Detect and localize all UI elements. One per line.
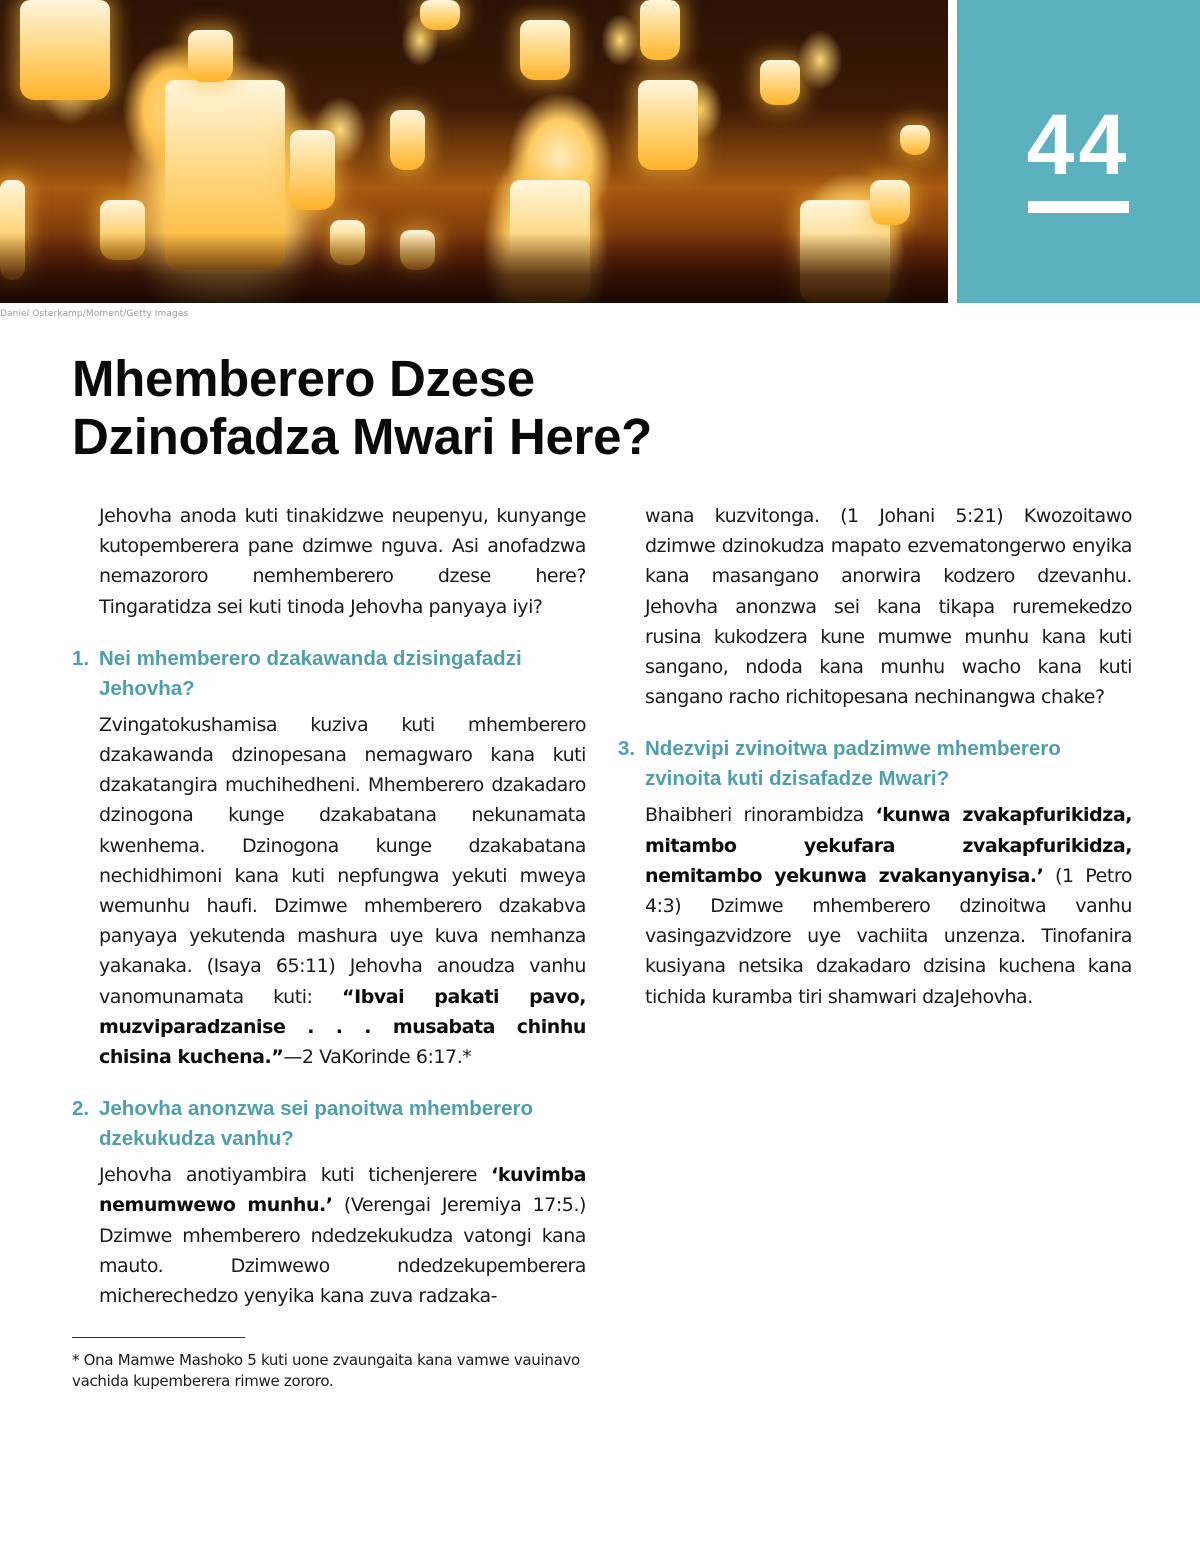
- lantern-shape: [760, 60, 800, 105]
- scripture-reference: —2 VaKorinde 6:17.*: [283, 1046, 472, 1069]
- question-number: 1.: [72, 646, 90, 670]
- footnote: * Ona Mamwe Mashoko 5 kuti uone zvaungaita kana vamwe vauinavo vachida kupemberera rimwe zororo.: [72, 1351, 580, 1390]
- question-number: 3.: [618, 737, 636, 761]
- right-column: [618, 501, 1132, 1012]
- scripture-reference: (1 Petro 4:3) Dzimwe mhemberero dzinoitwa vanhu vasingazvidzore uye vachiita unzenza. Tinofanira kusiyana netsika dzakadaro dzisina kuchena kana tichida kuramba tiri shamwari dzaJehovha.: [645, 864, 1132, 1008]
- scripture-quote: ‘kunwa zvakapfurikidza, mitambo yekufara zvakapfurikidza, nemitambo yekunwa zvakanyanyisa.’: [645, 804, 1132, 887]
- crowd-silhouette: [0, 233, 948, 303]
- footnote-divider: [72, 1337, 245, 1338]
- lantern-shape: [638, 80, 698, 170]
- lantern-shape: [390, 110, 425, 170]
- question-2: [72, 1094, 586, 1154]
- lantern-shape: [290, 130, 335, 210]
- photo-credit: Daniel Osterkamp/Moment/Getty Images: [0, 309, 189, 319]
- question-text: Ndezvipi zvinoitwa padzimwe mhemberero zvinoita kuti dzisafadze Mwari?: [645, 737, 1061, 791]
- lantern-shape: [420, 0, 460, 30]
- lantern-shape: [520, 20, 570, 80]
- question-1: [72, 644, 586, 704]
- lantern-shape: [20, 0, 110, 100]
- title-line-1: Mhemberero Dzese: [72, 350, 535, 407]
- question-text: Nei mhemberero dzakawanda dzisingafadzi Jehovha?: [99, 646, 522, 700]
- question-text: Jehovha anonzwa sei panoitwa mhemberero dzekukudza vanhu?: [99, 1097, 534, 1151]
- question-number: 2.: [72, 1097, 90, 1121]
- lantern-shape: [640, 0, 680, 60]
- lantern-shape: [188, 30, 233, 82]
- title-line-2: Dzinofadza Mwari Here?: [72, 408, 652, 465]
- lesson-number: 44: [1026, 97, 1131, 193]
- section-2-body: [72, 1160, 586, 1311]
- scripture-quote: “Ibvai pakati pavo, muzviparadzanise . . . musabata chinhu chisina kuchena.”: [99, 985, 587, 1069]
- header-photo: [0, 0, 948, 303]
- lesson-number-block: [957, 0, 1200, 303]
- lantern-shape: [870, 180, 910, 225]
- page-title: [72, 350, 712, 466]
- lesson-number-underline: [1028, 201, 1129, 213]
- section-2-body-continued: wana kuzvitonga. (1 Johani 5:21) Kwozoitawo dzimwe dzinokudza mapato ezvematongerwo enyika kana masangano anorwira kodzero dzevanhu. Jehovha anonzwa sei kana tikapa ruremekedzo rusina kukodzera kune mumwe munhu kana kuti sangano, ndoda kana munhu wacho kana kuti sangano racho richitopesana nechinangwa chake?: [645, 505, 1132, 709]
- left-column: [72, 501, 586, 1311]
- scripture-quote: ‘kuvimba nemumwewo munhu.’: [99, 1164, 586, 1217]
- section-3-body: [618, 800, 1132, 1011]
- section-1-body: [72, 710, 586, 1072]
- question-3: [618, 734, 1132, 794]
- body-text: Bhaibheri rinorambidza: [645, 804, 876, 827]
- body-text: Zvingatokushamisa kuziva kuti mhemberero dzakawanda dzinopesana nemagwaro kana kuti dzakatangira muchihedheni. Mhemberero dzakadaro dzinogona kunge dzakabatana nekunamata kwenhema. Dzinogona kunge dzakabatana nechidhimoni kana kuti nepfungwa yekuti mweya wemunhu haufi. Dzimwe mhemberero dzakabva panyaya yekutenda mashura uye kuva nemhanza yakanaka. (Isaya 65:11) Jehovha anoudza vanhu vanomunamata kuti:: [99, 713, 586, 1008]
- lantern-shape: [900, 125, 930, 155]
- body-text: (Verengai Jeremiya 17:5.) Dzimwe mhemberero ndedzekukudza vatongi kana mauto. Dzimwewo ndedzekupemberera micherechedzo yenyika kana zuva radzaka-: [99, 1194, 587, 1308]
- body-text: Jehovha anotiyambira kuti tichenjerere: [99, 1164, 492, 1187]
- intro-paragraph: Jehovha anoda kuti tinakidzwe neupenyu, kunyange kutopemberera pane dzimwe nguva. Asi anofadzwa nemazororo nemhemberero dzese here? Tingaratidza sei kuti tinoda Jehovha panyaya iyi?: [99, 505, 586, 618]
